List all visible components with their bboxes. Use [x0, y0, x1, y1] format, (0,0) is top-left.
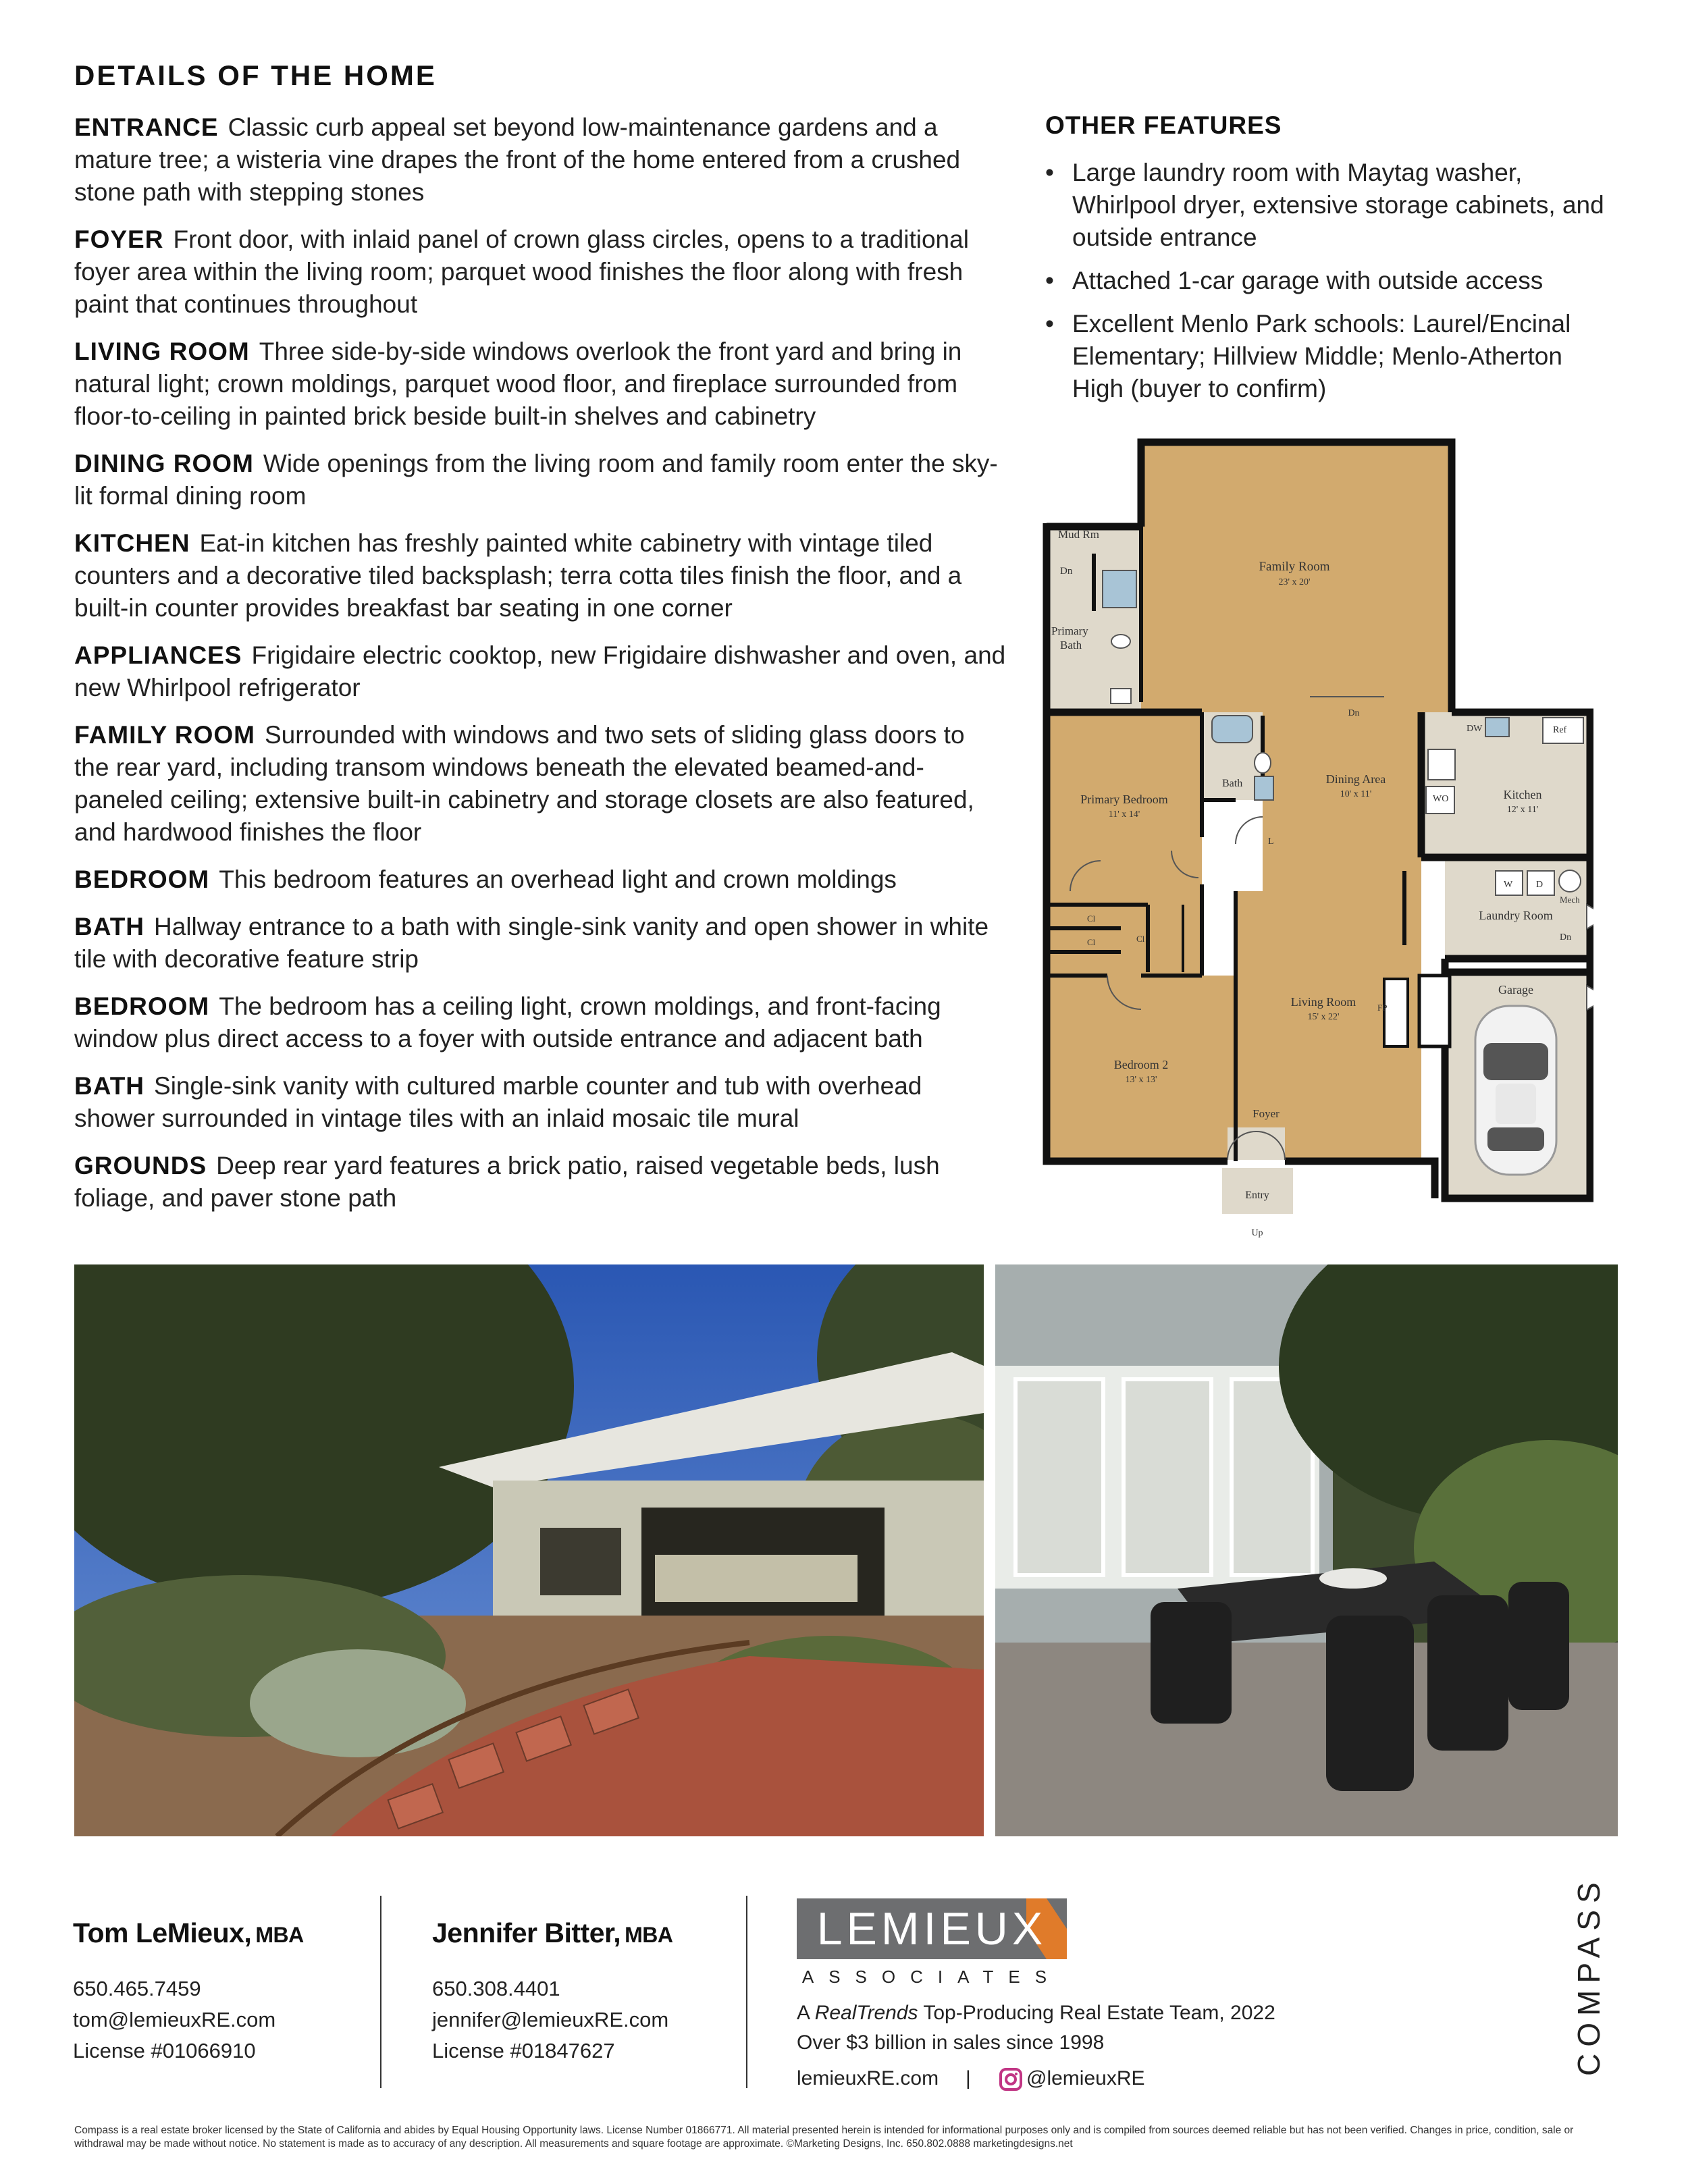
agent-license: License #01066910 [73, 2039, 256, 2062]
divider [746, 1896, 747, 2088]
detail-heading: DINING ROOM [74, 450, 254, 477]
floor-plan [1040, 435, 1593, 1249]
label-dining-area: Dining Area [1325, 772, 1386, 786]
car-icon [1475, 1006, 1556, 1175]
detail-text: The bedroom has a ceiling light, crown moldings, and front-facing window plus direct access to a foyer with outside entrance and adjacent bath [74, 992, 941, 1053]
agent-credential: MBA [625, 1923, 673, 1947]
detail-bedroom [74, 863, 1006, 896]
detail-heading: FOYER [74, 225, 164, 253]
feature-text: Large laundry room with Maytag washer, Whirlpool dryer, extensive storage cabinets, and outside entrance [1072, 159, 1604, 251]
detail-text: Three side-by-side windows overlook the front yard and bring in natural light; crown moldings, parquet wood floor, and fireplace surrounded from floor-to-ceiling in painted brick beside built-in shelves and cabinetry [74, 338, 962, 430]
detail-heading: BATH [74, 913, 145, 940]
label-bedroom-2: Bedroom 2 [1113, 1058, 1169, 1071]
detail-text: Frigidaire electric cooktop, new Frigidaire dishwasher and oven, and new Whirlpool refrigerator [74, 641, 1006, 701]
label-up: Up [1251, 1228, 1263, 1238]
label-dryer: D [1536, 880, 1544, 890]
label-refrigerator: Ref [1553, 725, 1567, 735]
team-logo-subtitle: ASSOCIATES [801, 1967, 1062, 1987]
separator: | [966, 2067, 971, 2089]
detail-text: Wide openings from the living room and family room enter the sky-lit formal dining room [74, 450, 998, 510]
detail-heading: BEDROOM [74, 865, 210, 893]
label-fireplace: FP [1377, 1003, 1388, 1013]
detail-heading: APPLIANCES [74, 641, 242, 669]
bullet: • [1045, 310, 1054, 338]
bullet: • [1045, 267, 1054, 294]
rear-exterior-photo [74, 1264, 984, 1836]
detail-appliances [74, 639, 1006, 704]
detail-text: Hallway entrance to a bath with single-sink vanity and open shower in white tile with decorative feature strip [74, 913, 989, 973]
label-living-room: Living Room [1290, 995, 1356, 1009]
rear-exterior-photo-image [74, 1264, 984, 1836]
other-features-title: OTHER FEATURES [1045, 111, 1282, 139]
team-logo: LEMIEUX [816, 1903, 1047, 1954]
brokerage-logo: COMPASS [1571, 1875, 1606, 2076]
label-kitchen-dim: 12' x 11' [1506, 805, 1539, 815]
feature-item [1045, 308, 1606, 405]
agent-name [432, 1917, 672, 1949]
detail-foyer [74, 223, 1006, 321]
agent-phone[interactable]: 650.308.4401 [432, 1977, 560, 2000]
label-bath: Bath [1222, 778, 1243, 789]
label-primary-bedroom: Primary Bedroom [1080, 793, 1168, 806]
detail-heading: FAMILY ROOM [74, 721, 255, 749]
detail-text: Single-sink vanity with cultured marble counter and tub with overhead shower surrounded in vintage tiles with an inlaid mosaic tile mural [74, 1072, 922, 1132]
agent-phone[interactable]: 650.465.7459 [73, 1977, 201, 2000]
detail-entrance [74, 111, 1006, 209]
team-sales: Over $3 billion in sales since 1998 [797, 2031, 1105, 2054]
label-dn: Dn [1060, 566, 1073, 577]
label-bedroom-2-dim: 13' x 13' [1125, 1075, 1157, 1085]
feature-text: Attached 1-car garage with outside access [1072, 267, 1544, 294]
detail-dining-room [74, 448, 1006, 512]
agent-license: License #01847627 [432, 2039, 615, 2062]
detail-heading: ENTRANCE [74, 113, 219, 141]
feature-item [1045, 157, 1606, 254]
detail-bedroom [74, 990, 1006, 1055]
label-wall-oven: WO [1433, 794, 1449, 804]
agent-name [73, 1917, 304, 1949]
agent-contact [432, 1973, 668, 2067]
label-dn: Dn [1560, 932, 1572, 942]
patio-dining-photo [995, 1264, 1618, 1836]
team-award-suffix: Top-Producing Real Estate Team, 2022 [918, 2002, 1275, 2024]
detail-heading: LIVING ROOM [74, 338, 250, 365]
label-mud-room: Mud Rm [1058, 528, 1099, 541]
detail-bath [74, 911, 1006, 976]
detail-heading: KITCHEN [74, 529, 190, 557]
instagram-icon [999, 2068, 1022, 2091]
label-primary-bath: Primary [1051, 624, 1088, 637]
instagram-handle[interactable]: @lemieuxRE [1026, 2067, 1145, 2089]
label-primary-bedroom-dim: 11' x 14' [1108, 809, 1140, 820]
detail-text: Deep rear yard features a brick patio, raised vegetable beds, lush foliage, and paver stone path [74, 1152, 940, 1212]
team-info [797, 1998, 1275, 2058]
label-mech: Mech [1560, 895, 1580, 905]
detail-text: This bedroom features an overhead light and crown moldings [219, 865, 897, 893]
team-website[interactable]: lemieuxRE.com [797, 2067, 939, 2089]
label-dining-area-dim: 10' x 11' [1340, 789, 1372, 799]
details-title: DETAILS OF THE HOME [74, 59, 437, 91]
detail-heading: BEDROOM [74, 992, 210, 1020]
label-primary-bath: Bath [1060, 639, 1082, 651]
agent-contact [73, 1973, 275, 2067]
label-kitchen: Kitchen [1503, 788, 1542, 801]
team-award [797, 1998, 1275, 2028]
label-entry: Entry [1245, 1190, 1269, 1201]
label-laundry-room: Laundry Room [1479, 909, 1553, 922]
detail-text: Front door, with inlaid panel of crown glass circles, opens to a traditional foyer area within the living room; parquet wood finishes the floor along with fresh paint that continues throughout [74, 225, 969, 318]
label-foyer: Foyer [1252, 1107, 1280, 1120]
feature-text: Excellent Menlo Park schools: Laurel/Encinal Elementary; Hillview Middle; Menlo-Atherton High (buyer to confirm) [1072, 310, 1571, 402]
feature-item [1045, 265, 1606, 297]
detail-bath [74, 1070, 1006, 1135]
agent-name-text: Tom LeMieux, [73, 1917, 252, 1948]
label-garage: Garage [1498, 983, 1533, 996]
team-award-prefix: A [797, 2002, 815, 2024]
label-family-room: Family Room [1259, 560, 1330, 574]
detail-text: Eat-in kitchen has freshly painted white cabinetry with vintage tiled counters and a decorative tiled backsplash; terra cotta tiles finish the floor, and a built-in counter provides breakfast bar seating in one corner [74, 529, 962, 622]
bullet: • [1045, 159, 1054, 186]
label-closet: Cl [1087, 937, 1096, 947]
agent-email[interactable]: tom@lemieuxRE.com [73, 2008, 276, 2031]
patio-dining-photo-image [995, 1264, 1618, 1836]
legal-disclaimer: Compass is a real estate broker licensed by the State of California and abides by Equal Housing Opportunity laws. License Number 01866771. All material presented herein is intended for informational purposes only and is compiled from sources deemed reliable but has not been verified. Changes in price, condition, sale or withdrawal may be made without notice. No statement is made as to accuracy of any description. All measurements and square footage are approximate. ©Marketing Designs, Inc. 650.802.0888 marketingdesigns.net [74, 2125, 1574, 2150]
detail-living-room [74, 336, 1006, 433]
details-list [74, 111, 1006, 1229]
label-living-room-dim: 15' x 22' [1307, 1012, 1340, 1022]
detail-text: Classic curb appeal set beyond low-maintenance gardens and a mature tree; a wisteria vine drapes the front of the home entered from a crushed stone path with stepping stones [74, 113, 961, 206]
detail-kitchen [74, 527, 1006, 624]
detail-family-room [74, 719, 1006, 849]
detail-grounds [74, 1150, 1006, 1215]
agent-credential: MBA [255, 1923, 304, 1947]
label-dn: Dn [1348, 708, 1360, 718]
detail-heading: BATH [74, 1072, 145, 1100]
label-closet: Cl [1136, 934, 1145, 944]
divider [380, 1896, 381, 2088]
label-family-room-dim: 23' x 20' [1278, 577, 1311, 587]
team-award-publication: RealTrends [814, 2002, 918, 2024]
label-dishwasher: DW [1467, 724, 1483, 734]
other-features-list [1045, 157, 1606, 416]
label-washer: W [1504, 880, 1513, 890]
label-linen: L [1268, 836, 1274, 847]
agent-email[interactable]: jennifer@lemieuxRE.com [432, 2008, 669, 2031]
label-closet: Cl [1087, 913, 1096, 924]
detail-heading: GROUNDS [74, 1152, 207, 1179]
detail-text: Surrounded with windows and two sets of sliding glass doors to the rear yard, including transom windows beneath the elevated beamed-and-paneled ceiling; extensive built-in cabinetry and storage closets are also featured, and hardwood finishes the floor [74, 721, 974, 846]
agent-name-text: Jennifer Bitter, [432, 1917, 621, 1948]
